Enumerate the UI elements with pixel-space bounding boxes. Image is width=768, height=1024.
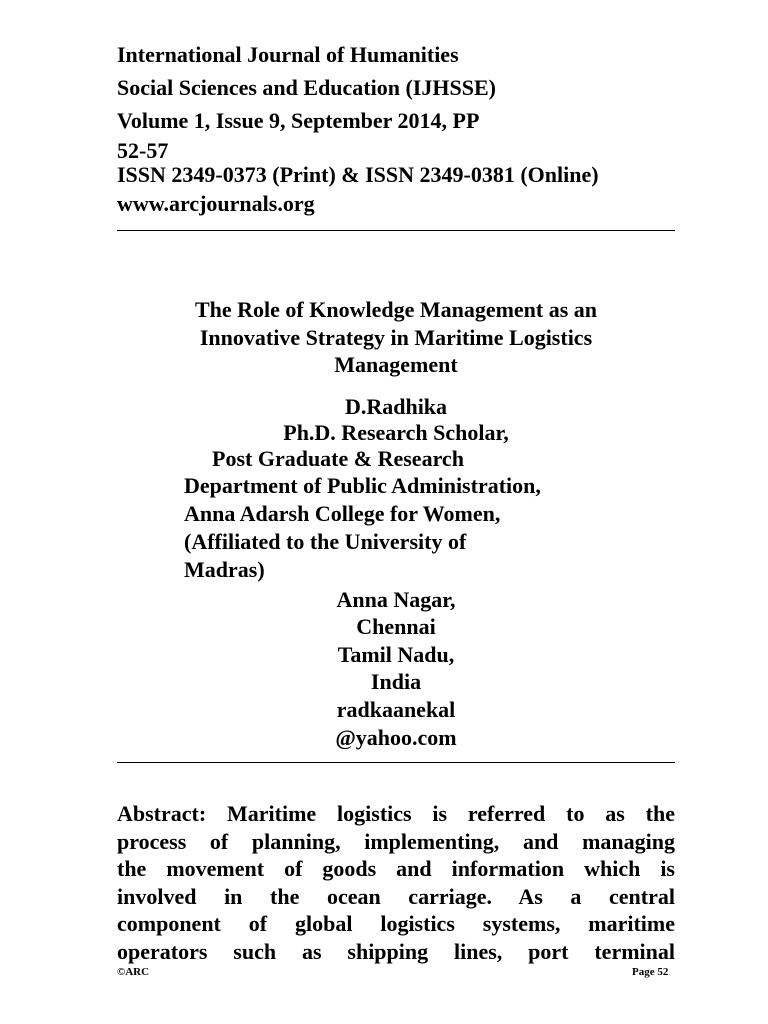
footer-page-number: Page 52 <box>632 966 669 978</box>
author-affiliation-line-1: Post Graduate & Research <box>212 446 464 471</box>
author-email-line-1: radkaanekal <box>336 697 456 722</box>
author-affiliation-line-2: Department of Public Administration, <box>184 473 541 498</box>
footer-copyright: ©ARC <box>117 966 150 978</box>
abstract-line: process of planning, implementing, and managing <box>117 828 675 854</box>
author-role: Ph.D. Research Scholar, <box>283 420 509 445</box>
author-affiliation-line-4: (Affiliated to the University of <box>184 529 467 554</box>
author-divider <box>117 762 675 763</box>
author-address-line-4: India <box>370 669 422 694</box>
abstract-line: component of global logistics systems, maritime <box>117 911 675 936</box>
journal-name-line-1: International Journal of Humanities <box>117 42 459 67</box>
author-affiliation-line-5: Madras) <box>184 557 265 582</box>
abstract-line: involved in the ocean carriage. As a central <box>117 883 675 909</box>
paper-title-line-3: Management <box>334 352 458 377</box>
author-affiliation-line-3: Anna Adarsh College for Women, <box>184 501 501 526</box>
abstract-line: the movement of goods and information which is <box>117 856 675 881</box>
paper-title-line-2: Innovative Strategy in Maritime Logistics <box>199 325 593 350</box>
author-email-line-2: @yahoo.com <box>335 725 457 750</box>
journal-issn: ISSN 2349-0373 (Print) & ISSN 2349-0381 (Online) <box>117 162 599 187</box>
paper-title-line-1: The Role of Knowledge Management as an <box>194 297 598 322</box>
abstract <box>117 800 675 965</box>
header-divider <box>117 230 675 231</box>
abstract-line: Abstract: Maritime logistics is referred to as the <box>117 801 675 826</box>
author-address-line-3: Tamil Nadu, <box>337 642 455 667</box>
journal-volume-line-2: 52-57 <box>117 138 169 163</box>
journal-name-line-2: Social Sciences and Education (IJHSSE) <box>117 75 496 100</box>
author-address-line-2: Chennai <box>356 614 436 639</box>
journal-volume-line-1: Volume 1, Issue 9, September 2014, PP <box>117 108 480 133</box>
abstract-line: operators such as shipping lines, port terminal <box>117 938 675 964</box>
author-name: D.Radhika <box>344 394 448 419</box>
author-address-line-1: Anna Nagar, <box>336 587 456 612</box>
journal-website: www.arcjournals.org <box>117 191 315 216</box>
